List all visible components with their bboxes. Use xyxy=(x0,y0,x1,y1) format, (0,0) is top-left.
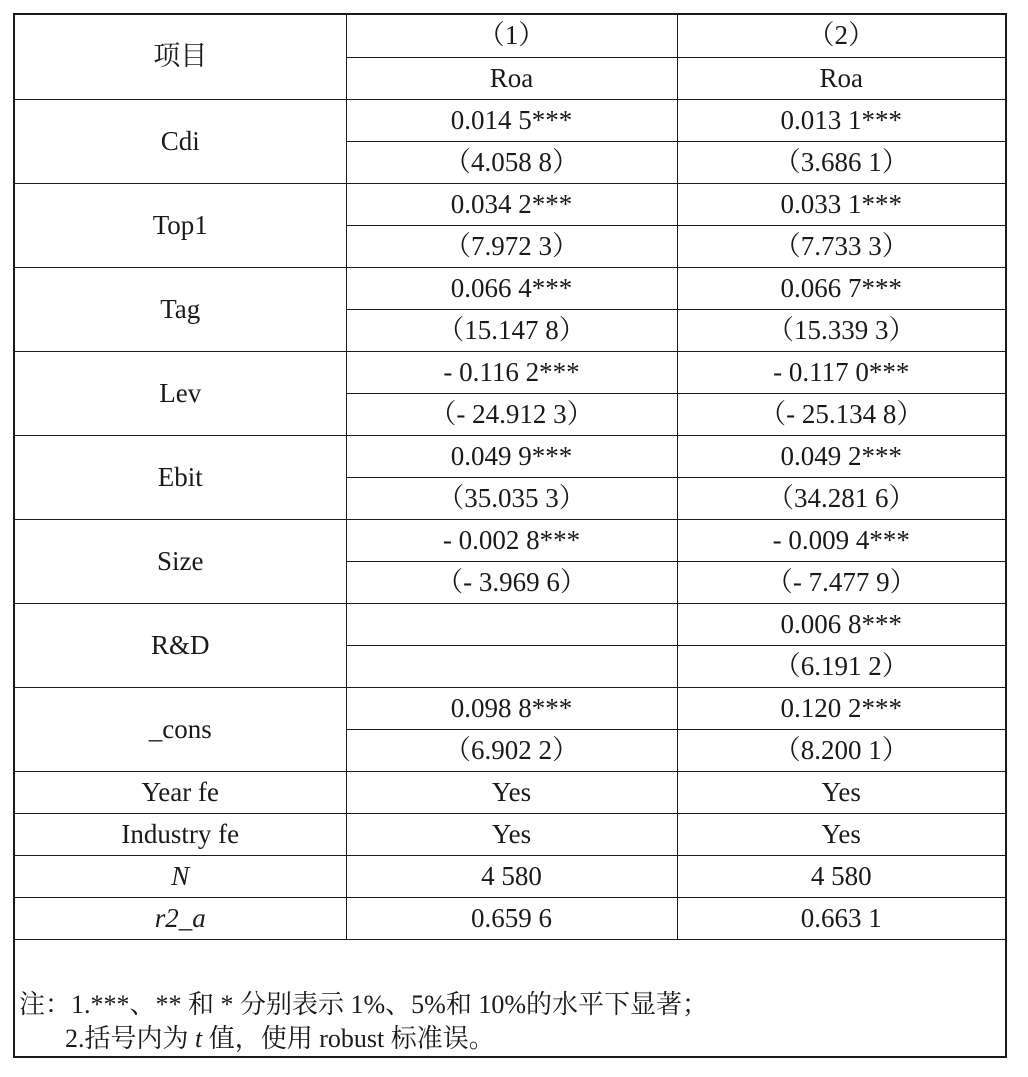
tstat-cell: （34.281 6） xyxy=(677,477,1005,519)
note-line-2-t: t xyxy=(195,1024,203,1053)
variable-name-size: Size xyxy=(15,519,346,603)
table-row xyxy=(15,99,1005,141)
note-line-2 xyxy=(19,1022,1005,1056)
tstat-cell: （4.058 8） xyxy=(346,141,677,183)
stat-name xyxy=(15,897,346,939)
coef-cell: 0.014 5*** xyxy=(346,99,677,141)
variable-name-tag: Tag xyxy=(15,267,346,351)
coef-cell: - 0.117 0*** xyxy=(677,351,1005,393)
coef-cell: 0.013 1*** xyxy=(677,99,1005,141)
tstat-cell: （- 3.969 6） xyxy=(346,561,677,603)
variable-name-cons: _cons xyxy=(15,687,346,771)
tstat-cell: （- 24.912 3） xyxy=(346,393,677,435)
table-notes xyxy=(15,984,1005,1056)
variable-name-ebit: Ebit xyxy=(15,435,346,519)
variable-name-cdi: Cdi xyxy=(15,99,346,183)
table-row-r2a xyxy=(15,897,1005,939)
stat-value: 4 580 xyxy=(677,855,1005,897)
table-row xyxy=(15,435,1005,477)
tstat-cell: （8.200 1） xyxy=(677,729,1005,771)
coef-cell xyxy=(346,603,677,645)
header-row-numbers xyxy=(15,15,1005,57)
stat-value: Yes xyxy=(346,771,677,813)
tstat-cell: （7.972 3） xyxy=(346,225,677,267)
header-col2-number: （2） xyxy=(677,15,1005,57)
tstat-cell: （35.035 3） xyxy=(346,477,677,519)
stat-value: Yes xyxy=(346,813,677,855)
tstat-cell: （15.339 3） xyxy=(677,309,1005,351)
coef-cell: - 0.002 8*** xyxy=(346,519,677,561)
variable-name-lev: Lev xyxy=(15,351,346,435)
coef-cell: - 0.009 4*** xyxy=(677,519,1005,561)
header-item-cell: 项目 xyxy=(15,15,346,99)
coef-cell: 0.033 1*** xyxy=(677,183,1005,225)
table-row xyxy=(15,267,1005,309)
stat-name: N xyxy=(15,855,346,897)
tstat-cell: （- 25.134 8） xyxy=(677,393,1005,435)
stat-value: 0.663 1 xyxy=(677,897,1005,939)
stat-value: 0.659 6 xyxy=(346,897,677,939)
tstat-cell: （- 7.477 9） xyxy=(677,561,1005,603)
regression-table-frame xyxy=(13,13,1007,1058)
table-row xyxy=(15,603,1005,645)
r2a-label: r2_a xyxy=(154,902,206,933)
stat-value: 4 580 xyxy=(346,855,677,897)
tstat-cell: （3.686 1） xyxy=(677,141,1005,183)
table-row-year-fe xyxy=(15,771,1005,813)
regression-table xyxy=(15,15,1005,940)
table-row xyxy=(15,519,1005,561)
coef-cell: 0.120 2*** xyxy=(677,687,1005,729)
coef-cell: 0.034 2*** xyxy=(346,183,677,225)
stat-name: Industry fe xyxy=(15,813,346,855)
table-row xyxy=(15,351,1005,393)
coef-cell: 0.098 8*** xyxy=(346,687,677,729)
coef-cell: - 0.116 2*** xyxy=(346,351,677,393)
stat-value: Yes xyxy=(677,813,1005,855)
header-col2-dependent: Roa xyxy=(677,57,1005,99)
note-line-1: 注：1.***、** 和 * 分别表示 1%、5%和 10%的水平下显著； xyxy=(19,990,708,1019)
tstat-cell: （6.191 2） xyxy=(677,645,1005,687)
header-col1-dependent: Roa xyxy=(346,57,677,99)
tstat-cell: （15.147 8） xyxy=(346,309,677,351)
variable-name-rd: R&D xyxy=(15,603,346,687)
coef-cell: 0.066 4*** xyxy=(346,267,677,309)
table-row-industry-fe xyxy=(15,813,1005,855)
stat-value: Yes xyxy=(677,771,1005,813)
coef-cell: 0.049 9*** xyxy=(346,435,677,477)
variable-name-top1: Top1 xyxy=(15,183,346,267)
header-col1-number: （1） xyxy=(346,15,677,57)
tstat-cell: （7.733 3） xyxy=(677,225,1005,267)
coef-cell: 0.006 8*** xyxy=(677,603,1005,645)
table-row xyxy=(15,183,1005,225)
stat-name: Year fe xyxy=(15,771,346,813)
tstat-cell xyxy=(346,645,677,687)
tstat-cell: （6.902 2） xyxy=(346,729,677,771)
table-row-n xyxy=(15,855,1005,897)
coef-cell: 0.049 2*** xyxy=(677,435,1005,477)
note-line-2-prefix: 2.括号内为 xyxy=(65,1024,196,1053)
coef-cell: 0.066 7*** xyxy=(677,267,1005,309)
note-line-2-suffix: 值，使用 robust 标准误。 xyxy=(202,1024,495,1053)
table-row xyxy=(15,687,1005,729)
